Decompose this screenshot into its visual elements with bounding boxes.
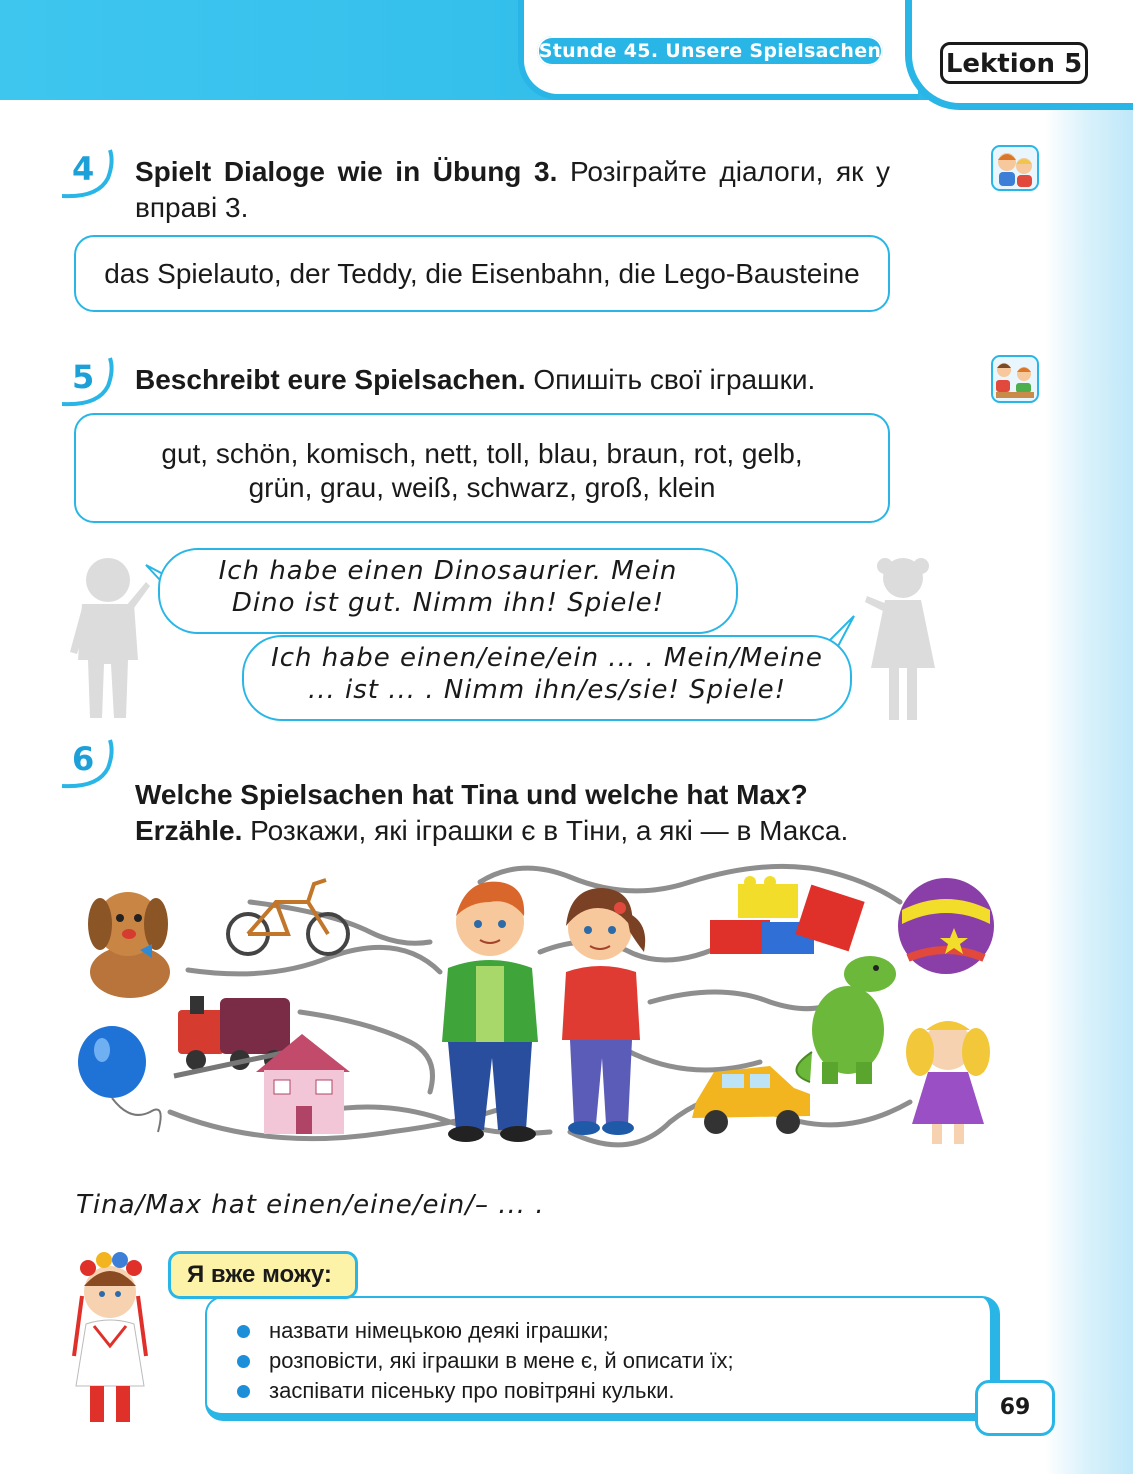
- bubble-1-line1: Ich habe einen Dinosaurier. Mein: [218, 556, 678, 586]
- exercise-5-bold: Beschreibt eure Spielsachen.: [135, 364, 526, 395]
- exercise-number-4: 4: [58, 148, 116, 204]
- page-number: 69: [975, 1380, 1055, 1436]
- ukrainian-girl-illustration: [54, 1246, 166, 1432]
- girl-silhouette: [855, 548, 943, 724]
- exercise-number-5: 5: [58, 356, 116, 412]
- speech-bubble-2: [242, 635, 852, 721]
- bullet-icon: [237, 1385, 250, 1398]
- exercise-5-translation: Опишіть свої іграшки.: [525, 364, 816, 395]
- word-box-4: [74, 235, 890, 312]
- exercise-5-instruction: [135, 362, 890, 398]
- toy-lego-bricks: [710, 876, 865, 954]
- group-work-icon: [990, 350, 1042, 406]
- toy-dinosaur: [796, 956, 896, 1084]
- toy-dog: [88, 892, 170, 998]
- word-list-5-line1: gut, schön, komisch, nett, toll, blau, braun, rot, gelb,: [161, 438, 803, 469]
- pair-work-icon: [990, 142, 1042, 194]
- exercise-6-instruction: [135, 777, 890, 849]
- word-list-5-line2: grün, grau, weiß, schwarz, groß, klein: [248, 472, 716, 503]
- word-list-4: das Spielauto, der Teddy, die Eisenbahn, die Lego-Bausteine: [104, 258, 860, 289]
- toy-maze-illustration: [70, 862, 1000, 1172]
- bubble-2-line1: Ich habe einen/eine/ein ... . Mein/Meine: [271, 643, 823, 673]
- bubble-2-line2: ... ist ... . Nimm ihn/es/sie! Spiele!: [307, 675, 787, 705]
- self-check-panel: [205, 1296, 1000, 1421]
- self-check-item: заспівати пісеньку про повітряні кульки.: [237, 1376, 990, 1406]
- toy-ball: [898, 878, 994, 974]
- toy-doll: [906, 1021, 990, 1144]
- right-margin-strip: [1045, 60, 1133, 1474]
- self-check-item: розповісти, які іграшки в мене є, й описати їх;: [237, 1346, 990, 1376]
- self-check-title: Я вже можу:: [168, 1251, 358, 1299]
- word-box-5: [74, 413, 890, 523]
- exercise-6-bold-line2: Erzähle.: [135, 815, 243, 846]
- unit-label: Lektion 5: [940, 42, 1088, 84]
- lesson-title: Stunde 45. Unsere Spielsachen: [537, 36, 883, 66]
- bubble-1-line2: Dino ist gut. Nimm ihn! Spiele!: [231, 588, 665, 618]
- exercise-4-bold: Spielt Dialoge wie in Übung 3.: [135, 156, 558, 187]
- exercise-6-translation: Розкажи, які іграшки є в Тіни, а які — в Макса.: [242, 815, 849, 846]
- self-check-item: назвати німецькою деякі іграшки;: [237, 1316, 990, 1346]
- exercise-6-bold-line1: Welche Spielsachen hat Tina und welche hat Max?: [135, 779, 808, 810]
- bullet-icon: [237, 1355, 250, 1368]
- exercise-6-pattern: Tina/Max hat einen/eine/ein/– ... .: [76, 1190, 545, 1220]
- girl-tina: [562, 888, 645, 1135]
- boy-max: [442, 882, 538, 1142]
- speech-bubble-1: [158, 548, 738, 634]
- exercise-4-instruction: [135, 154, 890, 226]
- exercise-number-6: 6: [58, 738, 116, 794]
- self-check-list: [207, 1298, 990, 1406]
- exercise-4-translation: Розіграйте діалоги, як у вправі 3.: [135, 156, 890, 223]
- bullet-icon: [237, 1325, 250, 1338]
- toy-car: [692, 1066, 810, 1134]
- toy-balloon: [78, 1026, 161, 1132]
